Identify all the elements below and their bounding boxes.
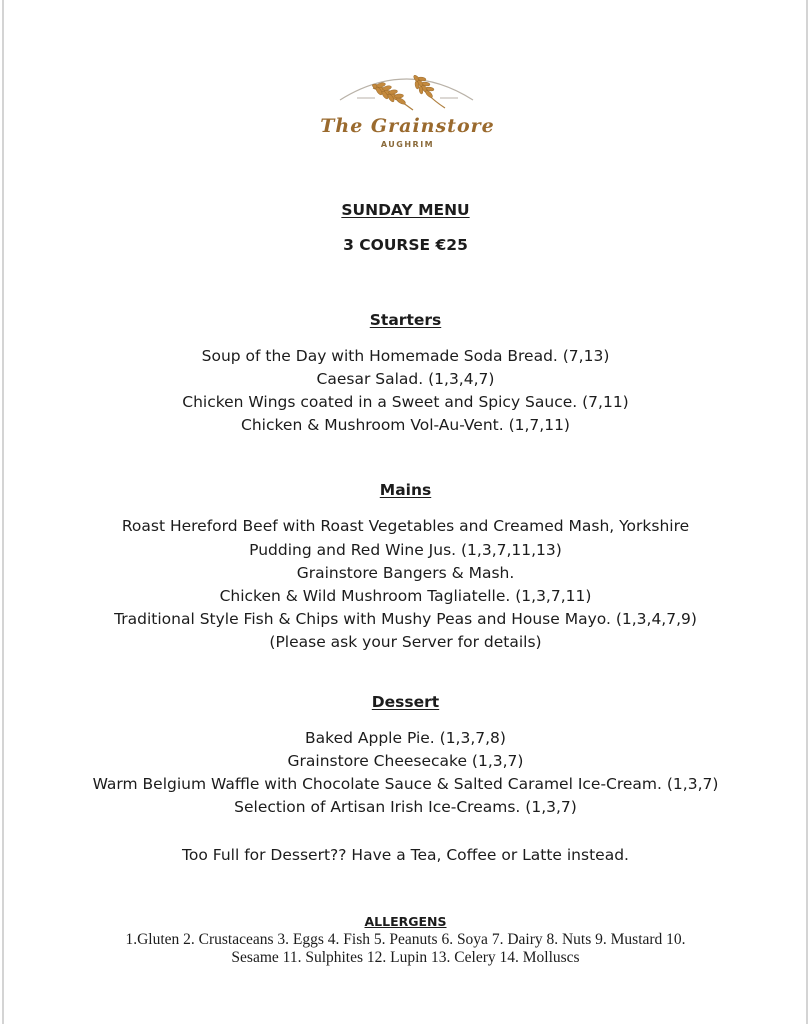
menu-item: Caesar Salad. (1,3,4,7) — [316, 370, 495, 388]
wheat-icon — [305, 70, 510, 120]
allergens-title: ALLERGENS — [364, 914, 447, 929]
menu-item: Roast Hereford Beef with Roast Vegetables and Creamed Mash, Yorkshire — [121, 517, 690, 535]
menu-item: Traditional Style Fish & Chips with Mushy Peas and House Mayo. (1,3,4,7,9) — [114, 610, 697, 628]
section-heading-starters: Starters — [369, 311, 442, 329]
menu-price: 3 COURSE €25 — [343, 236, 468, 254]
dessert-note: Too Full for Dessert?? Have a Tea, Coffee or Latte instead. — [182, 846, 629, 864]
menu-item: Warm Belgium Waffle with Chocolate Sauce & Salted Caramel Ice-Cream. (1,3,7) — [92, 775, 719, 793]
section-heading-dessert: Dessert — [371, 693, 440, 711]
menu-item: Chicken Wings coated in a Sweet and Spicy Sauce. (7,11) — [182, 393, 629, 411]
logo-location: AUGHRIM — [380, 140, 435, 149]
logo-name: The Grainstore — [320, 115, 495, 137]
menu-item: Soup of the Day with Homemade Soda Bread. (7,13) — [201, 347, 610, 365]
menu-note: (Please ask your Server for details) — [269, 633, 542, 651]
menu-item: Selection of Artisan Irish Ice-Creams. (1,3,7) — [234, 798, 577, 816]
allergens-list-line2: Sesame 11. Sulphites 12. Lupin 13. Celery 14. Molluscs — [231, 949, 580, 966]
section-heading-mains: Mains — [379, 481, 432, 499]
menu-item: Chicken & Wild Mushroom Tagliatelle. (1,3,7,11) — [219, 587, 592, 605]
menu-item: Grainstore Bangers & Mash. — [296, 564, 515, 582]
restaurant-logo — [305, 70, 510, 155]
allergens-list-line1: 1.Gluten 2. Crustaceans 3. Eggs 4. Fish 5. Peanuts 6. Soya 7. Dairy 8. Nuts 9. Mustard 10. — [125, 931, 686, 948]
menu-item: Pudding and Red Wine Jus. (1,3,7,11,13) — [249, 541, 562, 559]
menu-item: Grainstore Cheesecake (1,3,7) — [287, 752, 524, 770]
menu-title: SUNDAY MENU — [341, 201, 470, 219]
menu-item: Baked Apple Pie. (1,3,7,8) — [305, 729, 506, 747]
menu-item: Chicken & Mushroom Vol-Au-Vent. (1,7,11) — [241, 416, 570, 434]
